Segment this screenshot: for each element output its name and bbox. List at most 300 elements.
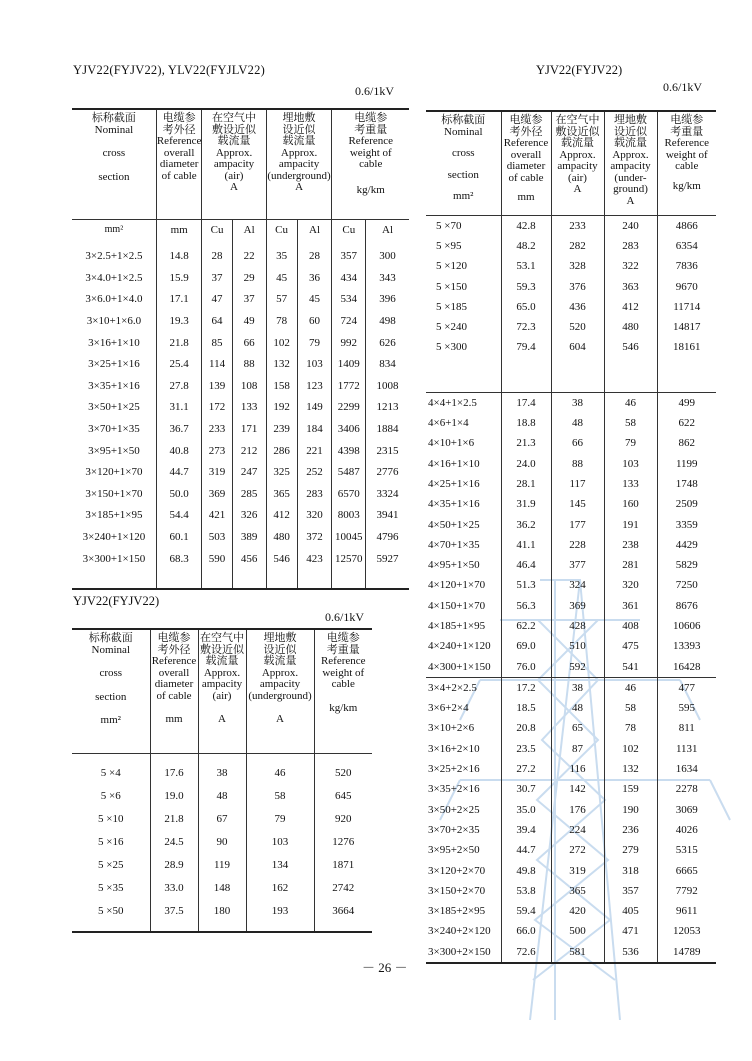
right-table-voltage: 0.6/1kV: [663, 80, 702, 94]
cell-section: 3×300+2×150: [426, 942, 501, 963]
cell-section: 4×185+1×95: [426, 616, 501, 636]
cell-value: 50.0: [156, 484, 202, 506]
cell-value: 7792: [675, 884, 698, 897]
table-row: [426, 596, 716, 616]
cell-value: 79: [246, 808, 314, 831]
cell-value: 36: [297, 268, 332, 290]
cell-section: 4×70+1×35: [426, 535, 501, 555]
cell-value: 142: [551, 780, 604, 800]
cell-section: 4×300+1×150: [426, 657, 501, 678]
cell-value: 343: [379, 271, 396, 284]
cell-value: 47: [202, 289, 232, 311]
cell-value: 58: [604, 699, 657, 719]
cell-value: 3664: [332, 905, 355, 917]
cell-value: 46: [246, 762, 314, 785]
cell-value: 4866: [675, 219, 698, 232]
cell-value: 46: [604, 393, 657, 414]
cell-value: 7250: [675, 579, 698, 592]
cell-value: 68.3: [156, 548, 202, 570]
table-row: [426, 739, 716, 759]
cell-value: 412: [604, 297, 657, 317]
cell-value: 1131: [675, 742, 698, 755]
header-section: 标称截面 Nominal cross section mm²: [72, 629, 150, 754]
cell-value: 283: [297, 484, 332, 506]
cell-value: 103: [297, 354, 332, 376]
cell-value: 66: [551, 434, 604, 454]
cell-value: 1634: [675, 763, 698, 776]
table-row: [426, 297, 716, 317]
table-row: [426, 495, 716, 515]
cell-section: 5 ×25: [72, 854, 150, 877]
cell-value: 62.2: [501, 616, 551, 636]
cell-value: 3324: [376, 487, 399, 500]
cell-value: 21.8: [150, 808, 198, 831]
cell-value: 369: [202, 484, 232, 506]
cell-value: 54.4: [156, 505, 202, 527]
cell-value: 17.4: [501, 393, 551, 414]
table-row: [426, 277, 716, 297]
cell-value: 184: [297, 419, 332, 441]
cell-value: 420: [551, 902, 604, 922]
cell-value: 2299: [332, 397, 366, 419]
cell-section: 4×120+1×70: [426, 576, 501, 596]
cell-value: 119: [198, 854, 246, 877]
cell-section: 5 ×6: [72, 785, 150, 808]
cell-value: 357: [604, 881, 657, 901]
cell-value: 39.4: [501, 820, 551, 840]
header-diameter: 电缆参 考外径 Reference overall diameter of cable mm: [150, 629, 198, 754]
table-row: [426, 657, 716, 678]
cell-value: 48.2: [501, 236, 551, 256]
table-row: [426, 699, 716, 719]
cell-value: 920: [335, 813, 352, 825]
table-row: [426, 236, 716, 256]
cell-value: 372: [297, 527, 332, 549]
cell-value: 25.4: [156, 354, 202, 376]
cell-section: 3×4.0+1×2.5: [72, 268, 156, 290]
cell-section: 3×35+2×16: [426, 780, 501, 800]
cell-value: 46.4: [501, 555, 551, 575]
cell-value: 78: [266, 311, 297, 333]
cell-value: 1213: [376, 401, 399, 414]
cell-value: 456: [232, 548, 266, 570]
cell-value: 1884: [376, 423, 399, 436]
table-row: [72, 376, 409, 398]
table-row: [72, 762, 372, 785]
cell-value: 28.1: [501, 474, 551, 494]
cell-value: 228: [551, 535, 604, 555]
cell-value: 48: [551, 699, 604, 719]
table-row: [72, 354, 409, 376]
cell-value: 177: [551, 515, 604, 535]
header-section: 标称截面 Nominal cross section: [72, 109, 156, 220]
cell-value: 2742: [332, 882, 355, 894]
table-row: [72, 548, 409, 570]
cell-value: 65.0: [501, 297, 551, 317]
table-row: [72, 419, 409, 441]
cell-value: 36.2: [501, 515, 551, 535]
cell-value: 240: [604, 216, 657, 237]
header-diameter: 电缆参 考外径 Reference overall diameter of cable: [156, 109, 202, 220]
header-section: 标称截面 Nominal cross section mm²: [426, 111, 501, 216]
cell-value: 19.0: [150, 785, 198, 808]
cell-value: 171: [232, 419, 266, 441]
cell-value: 37.5: [150, 900, 198, 923]
cell-value: 436: [551, 297, 604, 317]
cell-section: 3×240+1×120: [72, 527, 156, 549]
cell-value: 363: [604, 277, 657, 297]
table-row: [426, 216, 716, 237]
cell-section: 3×10+2×6: [426, 719, 501, 739]
left-table-title: YJV22(FYJV22), YLV22(FYJLV22): [73, 63, 265, 77]
cell-value: 724: [332, 311, 366, 333]
cell-value: 27.2: [501, 759, 551, 779]
cell-section: 5 ×240: [426, 317, 501, 337]
cell-value: 27.8: [156, 376, 202, 398]
cell-value: 273: [202, 440, 232, 462]
header-underground: 埋地敷 设近似 载流量 Approx. ampacity (underground) A: [246, 629, 314, 754]
cell-value: 581: [551, 942, 604, 963]
cell-value: 29: [232, 268, 266, 290]
cell-value: 10606: [673, 619, 701, 632]
cell-value: 212: [232, 440, 266, 462]
cell-value: 38: [551, 393, 604, 414]
table-row: [72, 268, 409, 290]
cell-value: 471: [604, 922, 657, 942]
cell-value: 162: [246, 877, 314, 900]
cell-section: 4×240+1×120: [426, 637, 501, 657]
cell-value: 499: [657, 393, 716, 414]
cell-value: 17.6: [150, 762, 198, 785]
cell-value: 408: [604, 616, 657, 636]
left-table-voltage: 0.6/1kV: [355, 84, 394, 98]
table-row: [72, 900, 372, 923]
cell-value: 428: [551, 616, 604, 636]
cell-value: 42.8: [501, 216, 551, 237]
cell-value: 33.0: [150, 877, 198, 900]
cell-value: 72.6: [501, 942, 551, 963]
cell-value: 520: [551, 317, 604, 337]
cell-value: 191: [604, 515, 657, 535]
cell-value: 180: [198, 900, 246, 923]
cell-section: 3×35+1×16: [72, 376, 156, 398]
cell-value: 79: [297, 332, 332, 354]
table-row: [72, 831, 372, 854]
cell-value: 176: [551, 800, 604, 820]
table-row: [72, 505, 409, 527]
table-row: [72, 311, 409, 333]
table-row: [426, 434, 716, 454]
table-row: [72, 240, 409, 268]
cell-section: 3×16+2×10: [426, 739, 501, 759]
cell-value: 834: [379, 358, 396, 371]
table-row: [426, 637, 716, 657]
cell-value: 236: [604, 820, 657, 840]
cell-value: 282: [551, 236, 604, 256]
cell-value: 396: [379, 293, 396, 306]
cell-value: 65: [551, 719, 604, 739]
cell-value: 14817: [673, 321, 701, 334]
header-air: 在空气中 敷设近似 载流量 Approx. ampacity (air) A: [198, 629, 246, 754]
table-row: [426, 759, 716, 779]
cell-value: 498: [379, 315, 396, 328]
cell-value: 5829: [675, 559, 698, 572]
cell-value: 48: [551, 413, 604, 433]
table-row: [426, 454, 716, 474]
cell-section: 3×95+2×50: [426, 841, 501, 861]
cell-value: 285: [232, 484, 266, 506]
table-row: [426, 317, 716, 337]
header-air: 在空气中 敷设近似 载流量 Approx. ampacity (air) A: [551, 111, 604, 216]
cell-value: 325: [266, 462, 297, 484]
cell-value: 123: [297, 376, 332, 398]
cell-value: 279: [604, 841, 657, 861]
cell-value: 1772: [332, 376, 366, 398]
cell-value: 3359: [675, 518, 698, 531]
cell-value: 326: [232, 505, 266, 527]
cell-value: 21.8: [156, 332, 202, 354]
header-weight: 电缆参 考重量 Reference weight of cable kg/km: [657, 111, 716, 216]
cell-value: 17.2: [501, 678, 551, 699]
cell-value: 192: [266, 397, 297, 419]
cell-value: 117: [551, 474, 604, 494]
cell-value: 28: [202, 240, 232, 268]
cell-value: 4429: [675, 538, 698, 551]
cell-value: 503: [202, 527, 232, 549]
cell-value: 24.5: [150, 831, 198, 854]
cell-value: 19.3: [156, 311, 202, 333]
cell-value: 133: [604, 474, 657, 494]
cell-value: 28.9: [150, 854, 198, 877]
cell-value: 108: [232, 376, 266, 398]
cell-section: 3×120+1×70: [72, 462, 156, 484]
table-row: [426, 474, 716, 494]
cell-value: 6570: [332, 484, 366, 506]
cell-section: 5 ×4: [72, 762, 150, 785]
cell-section: 4×35+1×16: [426, 495, 501, 515]
table-row: [426, 257, 716, 277]
cell-value: 85: [202, 332, 232, 354]
cell-value: 69.0: [501, 637, 551, 657]
table-row: [426, 393, 716, 414]
cell-value: 149: [297, 397, 332, 419]
cell-value: 534: [332, 289, 366, 311]
cell-value: 31.9: [501, 495, 551, 515]
cell-value: 160: [604, 495, 657, 515]
cell-value: 8676: [675, 599, 698, 612]
table-row: [72, 785, 372, 808]
cell-section: 3×300+1×150: [72, 548, 156, 570]
cell-value: 6354: [675, 239, 698, 252]
cell-value: 322: [604, 257, 657, 277]
cell-section: 5 ×150: [426, 277, 501, 297]
cell-value: 21.3: [501, 434, 551, 454]
cell-value: 389: [232, 527, 266, 549]
cell-value: 546: [266, 548, 297, 570]
cell-value: 319: [551, 861, 604, 881]
cell-value: 66.0: [501, 922, 551, 942]
cell-value: 76.0: [501, 657, 551, 678]
table-row: [426, 841, 716, 861]
cell-value: 10045: [332, 527, 366, 549]
cell-section: 3×185+2×95: [426, 902, 501, 922]
lower-left-table-title: YJV22(FYJV22): [73, 594, 160, 608]
cell-value: 1409: [332, 354, 366, 376]
table-row: [426, 942, 716, 963]
table-row: [72, 440, 409, 462]
cell-value: 318: [604, 861, 657, 881]
cell-value: 44.7: [501, 841, 551, 861]
table-row: [426, 780, 716, 800]
cell-value: 103: [246, 831, 314, 854]
cell-value: 132: [604, 759, 657, 779]
cell-value: 57: [266, 289, 297, 311]
cell-value: 59.3: [501, 277, 551, 297]
cell-value: 357: [332, 240, 366, 268]
cell-value: 319: [202, 462, 232, 484]
table-row: [426, 922, 716, 942]
table-row: [426, 413, 716, 433]
table-yjv22-5core: [72, 628, 372, 933]
cell-value: 480: [604, 317, 657, 337]
table-row: [72, 877, 372, 900]
cell-value: 133: [232, 397, 266, 419]
table-yjv22-multi: [426, 110, 716, 964]
cell-value: 283: [604, 236, 657, 256]
cell-section: 3×10+1×6.0: [72, 311, 156, 333]
cell-section: 5 ×120: [426, 257, 501, 277]
table-row: [426, 881, 716, 901]
cell-value: 72.3: [501, 317, 551, 337]
table-row: [426, 576, 716, 596]
cell-value: 324: [551, 576, 604, 596]
header-underground: 埋地敷 设近似 载流量 Approx. ampacity (under- ground) A: [604, 111, 657, 216]
cell-section: 3×6.0+1×4.0: [72, 289, 156, 311]
table-row: [426, 338, 716, 358]
cell-value: 3941: [376, 509, 399, 522]
cell-value: 604: [551, 338, 604, 358]
cell-value: 59.4: [501, 902, 551, 922]
cell-value: 3069: [675, 803, 698, 816]
cell-value: 862: [678, 437, 695, 450]
cell-value: 9670: [675, 280, 698, 293]
table-row: [426, 902, 716, 922]
cell-value: 60.1: [156, 527, 202, 549]
cell-value: 16428: [673, 660, 701, 673]
cell-value: 434: [332, 268, 366, 290]
cell-value: 2315: [376, 444, 399, 457]
table-row: [426, 820, 716, 840]
cell-value: 272: [551, 841, 604, 861]
cell-section: 5 ×70: [426, 216, 501, 237]
cell-value: 49: [232, 311, 266, 333]
table-row: [426, 800, 716, 820]
cell-value: 2776: [376, 466, 399, 479]
cell-value: 252: [297, 462, 332, 484]
cell-value: 103: [604, 454, 657, 474]
cell-value: 9611: [675, 905, 698, 918]
cell-value: 88: [232, 354, 266, 376]
cell-value: 645: [335, 790, 352, 802]
cell-value: 992: [332, 332, 366, 354]
cell-value: 79: [604, 434, 657, 454]
cell-value: 3406: [332, 419, 366, 441]
cell-value: 6665: [675, 864, 698, 877]
cell-value: 116: [551, 759, 604, 779]
cell-value: 45: [266, 268, 297, 290]
cell-section: 4×150+1×70: [426, 596, 501, 616]
cell-value: 22: [232, 240, 266, 268]
cell-value: 15.9: [156, 268, 202, 290]
cell-section: 5 ×185: [426, 297, 501, 317]
cell-section: 3×50+2×25: [426, 800, 501, 820]
cell-value: 5927: [376, 552, 399, 565]
table-row: [426, 535, 716, 555]
cell-value: 233: [202, 419, 232, 441]
cell-value: 53.1: [501, 257, 551, 277]
cell-value: 500: [551, 922, 604, 942]
cell-section: 3×240+2×120: [426, 922, 501, 942]
cell-value: 46: [604, 678, 657, 699]
cell-value: 114: [202, 354, 232, 376]
cell-value: 369: [551, 596, 604, 616]
cell-section: 3×120+2×70: [426, 861, 501, 881]
cell-value: 376: [551, 277, 604, 297]
cell-section: 3×150+2×70: [426, 881, 501, 901]
cell-value: 423: [297, 548, 332, 570]
cell-value: 300: [379, 250, 396, 263]
table-row: [426, 719, 716, 739]
cell-value: 247: [232, 462, 266, 484]
cell-value: 475: [604, 637, 657, 657]
cell-value: 58: [246, 785, 314, 808]
header-diameter: 电缆参 考外径 Reference overall diameter of cable mm: [501, 111, 551, 216]
cell-value: 90: [198, 831, 246, 854]
header-underground: 埋地敷 设近似 载流量 Approx. ampacity (underground) A: [266, 109, 332, 219]
cell-value: 67: [198, 808, 246, 831]
cell-value: 190: [604, 800, 657, 820]
cell-value: 541: [604, 657, 657, 678]
cell-value: 592: [551, 657, 604, 678]
cell-value: 145: [551, 495, 604, 515]
cell-value: 37: [232, 289, 266, 311]
lower-left-table-voltage: 0.6/1kV: [325, 610, 364, 624]
cell-value: 4398: [332, 440, 366, 462]
cell-value: 480: [266, 527, 297, 549]
cell-value: 24.0: [501, 454, 551, 474]
cell-value: 132: [266, 354, 297, 376]
cell-value: 193: [246, 900, 314, 923]
table-row: [426, 555, 716, 575]
cell-section: 3×25+1×16: [72, 354, 156, 376]
cell-value: 7836: [675, 260, 698, 273]
cell-section: 4×25+1×16: [426, 474, 501, 494]
table-row: [72, 484, 409, 506]
cell-value: 5487: [332, 462, 366, 484]
cell-value: 41.1: [501, 535, 551, 555]
table-row: [72, 527, 409, 549]
cell-value: 5315: [675, 844, 698, 857]
cell-value: 45: [297, 289, 332, 311]
cell-value: 536: [604, 942, 657, 963]
cell-value: 4026: [675, 823, 698, 836]
cell-section: 5 ×300: [426, 338, 501, 358]
cell-value: 148: [198, 877, 246, 900]
cell-value: 412: [266, 505, 297, 527]
cell-value: 87: [551, 739, 604, 759]
cell-section: 3×6+2×4: [426, 699, 501, 719]
cell-section: 3×150+1×70: [72, 484, 156, 506]
